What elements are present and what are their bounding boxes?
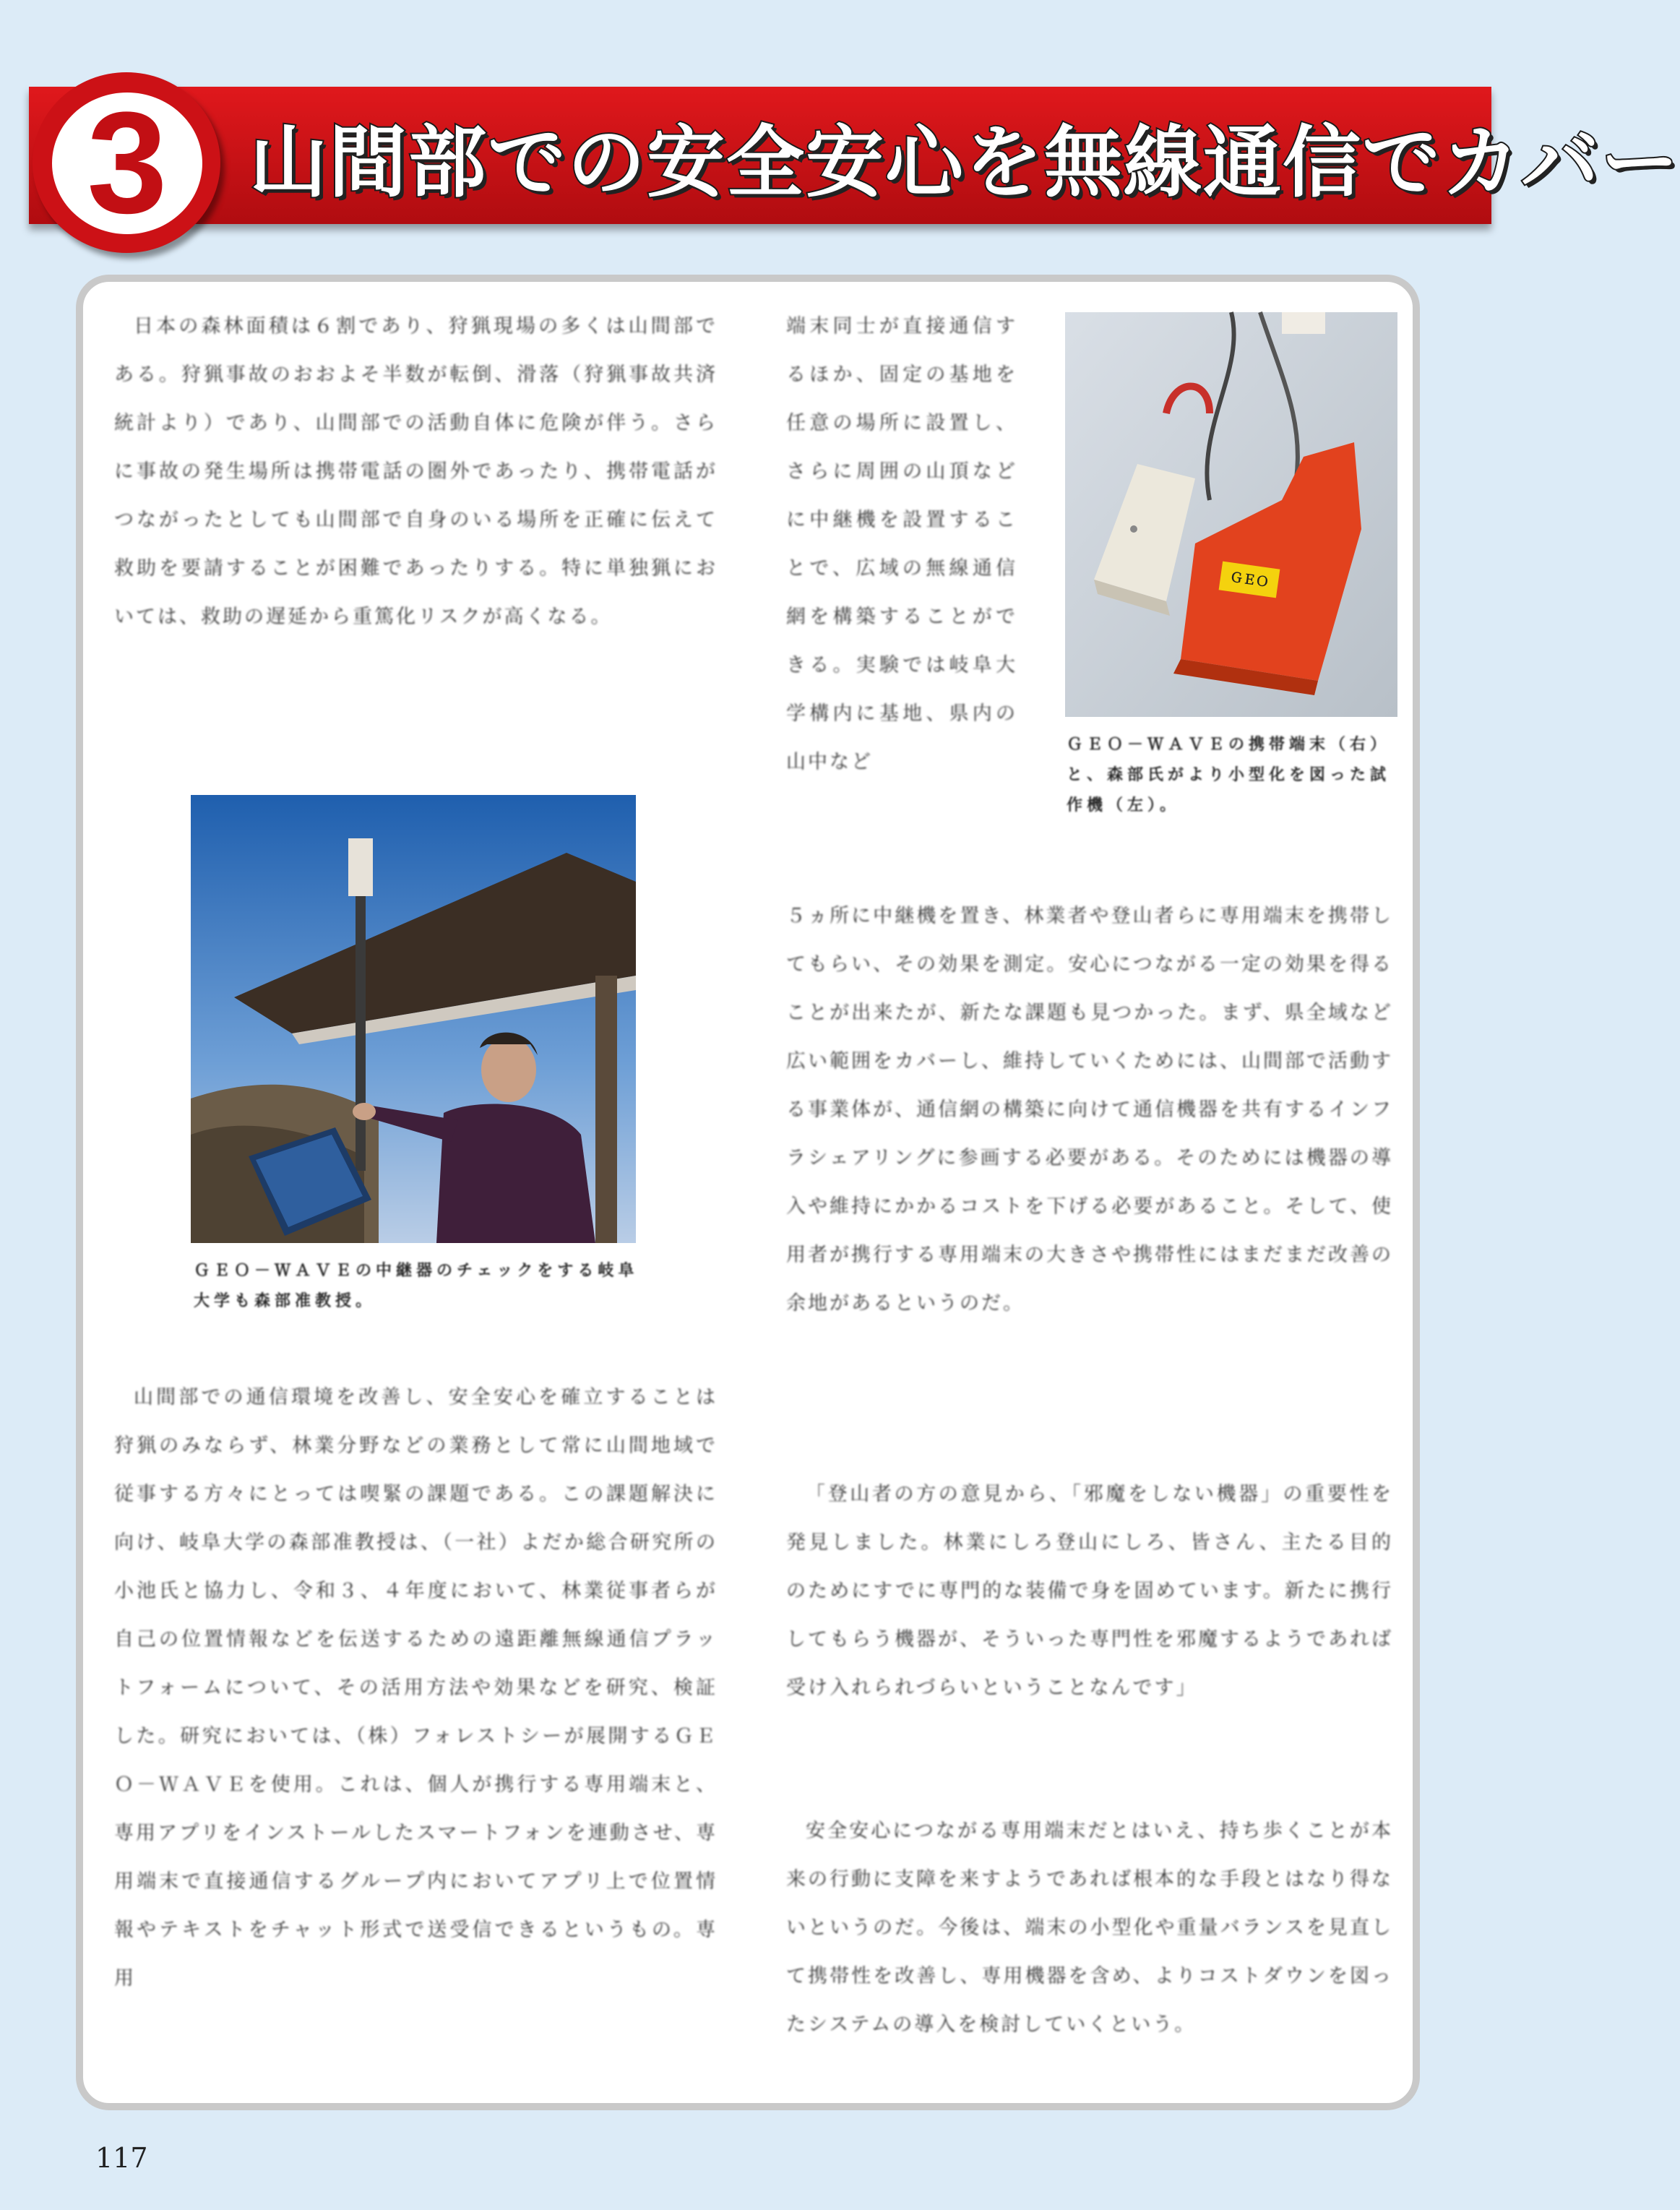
section-number-circle	[52, 82, 202, 244]
article-quote	[786, 1470, 1393, 1712]
paragraph: 山間部での通信環境を改善し、安全安心を確立することは狩猟のみならず、林業分野などの業務として常に山間地域で従事する方々にとっては喫緊の課題である。この課題解決に向け、岐阜大学の森部准教授は、（一社）よだか総合研究所の小池氏と協力し、令和３、４年度において、林業従事者らが自己の位置情報などを伝送するための遠距離無線通信プラットフォームについて、その活用方法や効果などを研究、検証した。研究においては、（株）フォレストシーが展開するＧＥＯ－ＷＡＶＥを使用。これは、個人が携行する専用端末と、専用アプリをインストールしたスマートフォンを連動させ、専用端末で直接通信するグループ内においてアプリ上で位置情報やテキストをチャット形式で送受信できるというもの。専用	[114, 1386, 718, 1990]
paragraph: 安全安心につながる専用端末だとはいえ、持ち歩くことが本来の行動に支障を来すようであれば根本的な手段とはなり得ないというのだ。今後は、端末の小型化や重量バランスを見直して携帯性を改善し、専用機器を含め、よりコストダウンを図ったシステムの導入を検討していくという。	[786, 1820, 1393, 2036]
relay-check-photo	[191, 795, 636, 1243]
page-number: 117	[95, 2142, 148, 2174]
photo1-caption: ＧＥＯ－ＷＡＶＥの中継器のチェックをする岐阜大学も森部准教授。	[194, 1262, 639, 1310]
article-text-col2-narrow	[786, 302, 1017, 786]
relay-check-image	[191, 795, 636, 1243]
devices-photo	[1065, 312, 1397, 717]
device-label: ＧＥＯ	[1228, 569, 1270, 590]
paragraph: 端末同士が直接通信するほか、固定の基地を任意の場所に設置し、さらに周囲の山頂などに中継機を設置することで、広域の無線通信網を構築することができる。実験では岐阜大学構内に基地、県内の山中など	[786, 315, 1017, 773]
photo2-caption: ＧＥＯ－ＷＡＶＥの携帯端末（右）と、森部氏がより小型化を図った試作機（左）。	[1067, 736, 1391, 814]
devices-image	[1065, 312, 1397, 717]
article-text-col2-last	[786, 1807, 1393, 2049]
section-number: 3	[87, 82, 168, 244]
quote-paragraph: 「登山者の方の意見から、「邪魔をしない機器」の重要性を発見しました。林業にしろ登山にしろ、皆さん、主たる目的のためにすでに専門的な装備で身を固めています。新たに携行してもらう機器が、そういった専門性を邪魔するようであれば受け入れられづらいということなんです」	[786, 1483, 1393, 1699]
article-text-col2-wide	[786, 892, 1393, 1328]
article-text-col1-top	[114, 302, 718, 641]
paragraph: ５ヵ所に中継機を置き、林業者や登山者らに専用端末を携帯してもらい、その効果を測定。安心につながる一定の効果を得ることが出来たが、新たな課題も見つかった。まず、県全域など広い範囲をカバーし、維持していくためには、山間部で活動する事業体が、通信網の構築に向けて通信機器を共有するインフラシェアリングに参画する必要がある。そのためには機器の導入や維持にかかるコストを下げる必要があること。そして、使用者が携行する専用端末の大きさや携帯性にはまだまだ改善の余地があるというのだ。	[786, 905, 1393, 1315]
article-text-col1-bottom	[114, 1373, 718, 2003]
section-title: 山間部での安全安心を無線通信でカバー	[249, 117, 1680, 208]
paragraph: 日本の森林面積は６割であり、狩猟現場の多くは山間部である。狩猟事故のおおよそ半数が転倒、滑落（狩猟事故共済統計より）であり、山間部での活動自体に危険が伴う。さらに事故の発生場所は携帯電話の圏外であったり、携帯電話がつながったとしても山間部で自身のいる場所を正確に伝えて救助を要請することが困難であったりする。特に単独猟においては、救助の遅延から重篤化リスクが高くなる。	[114, 315, 718, 628]
